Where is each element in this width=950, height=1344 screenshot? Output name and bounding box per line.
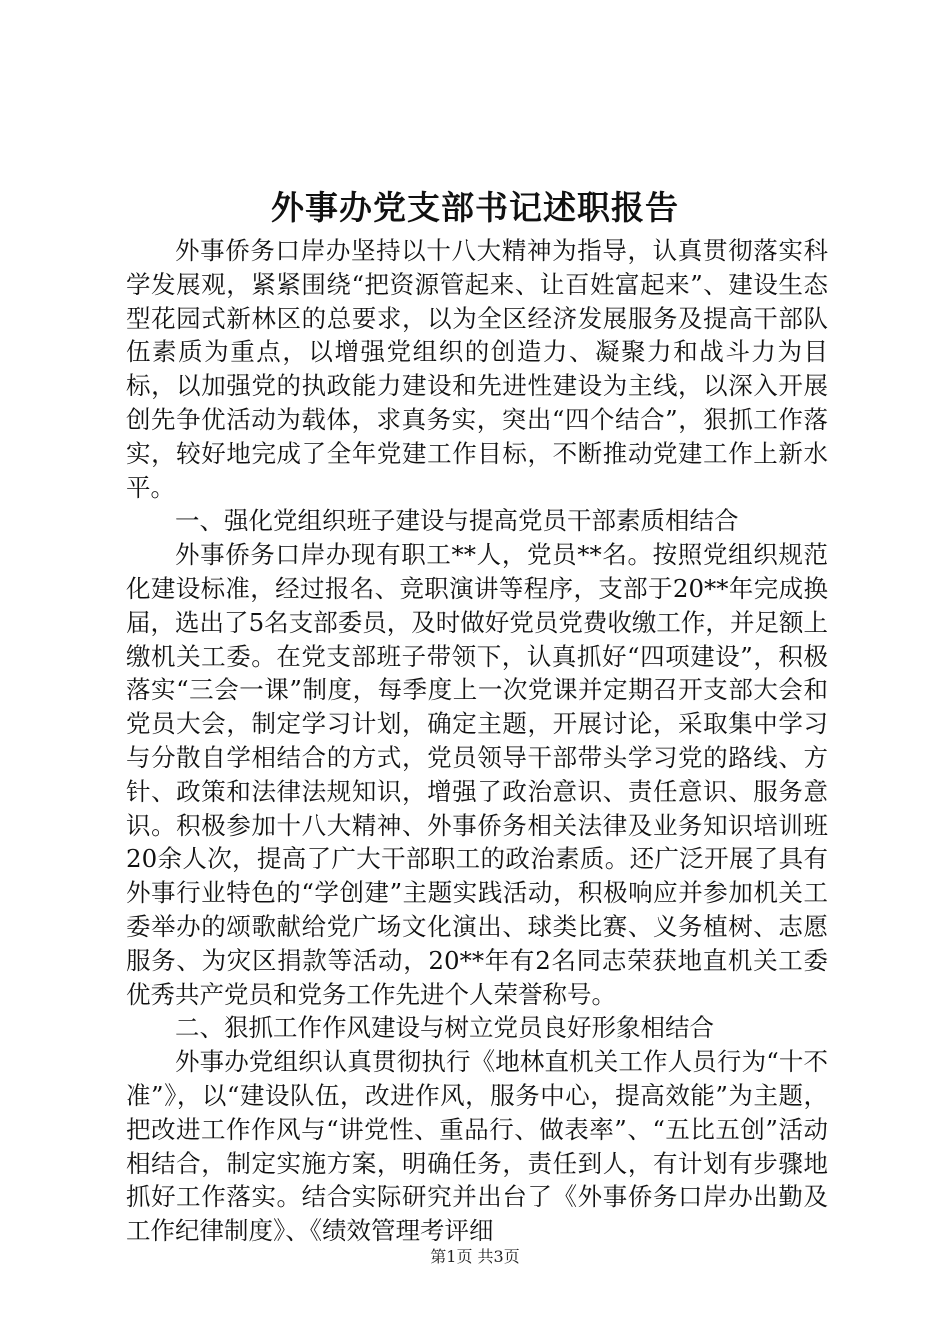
page-footer: 第1页 共3页: [430, 1247, 520, 1266]
section-heading-1: 一、强化党组织班子建设与提高党员干部素质相结合: [175, 506, 739, 536]
document-body: [126, 234, 828, 1248]
section-1-paragraph: 外事侨务口岸办现有职工**人，党员**名。按照党组织规范化建设标准，经过报名、竞职演讲等程序，支部于20**年完成换届，选出了5名支部委员，及时做好党员党费收缴工作，并足额上缴机关工委。在党支部班子带领下，认真抓好“四项建设”，积极落实“三会一课”制度，每季度上一次党课并定期召开支部大会和党员大会，制定学习计划，确定主题，开展讨论，采取集中学习与分散自学相结合的方式，党员领导干部带头学习党的路线、方针、政策和法律法规知识，增强了政治意识、责任意识、服务意识。积极参加十八大精神、外事侨务相关法律及业务知识培训班20余人次，提高了广大干部职工的政治素质。还广泛开展了具有外事行业特色的“学创建”主题实践活动，积极响应并参加机关工委举办的颂歌献给党广场文化演出、球类比赛、义务植树、志愿服务、为灾区捐款等活动，20**年有2名同志荣获地直机关工委优秀共产党员和党务工作先进个人荣誉称号。: [126, 540, 828, 1009]
section-heading-2: 二、狠抓工作作风建设与树立党员良好形象相结合: [175, 1013, 714, 1043]
intro-paragraph: 外事侨务口岸办坚持以十八大精神为指导，认真贯彻落实科学发展观，紧紧围绕“把资源管起来、让百姓富起来”、建设生态型花园式新林区的总要求，以为全区经济发展服务及提高干部队伍素质为重点，以增强党组织的创造力、凝聚力和战斗力为目标，以加强党的执政能力建设和先进性建设为主线，以深入开展创先争优活动为载体，求真务实，突出“四个结合”，狠抓工作落实，较好地完成了全年党建工作目标，不断推动党建工作上新水平。: [126, 236, 828, 502]
section-2-paragraph: 外事办党组织认真贯彻执行《地林直机关工作人员行为“十不准”》，以“建设队伍，改进作风，服务中心，提高效能”为主题，把改进工作作风与“讲党性、重品行、做表率”、“五比五创”活动相结合，制定实施方案，明确任务，责任到人，有计划有步骤地抓好工作落实。结合实际研究并出台了《外事侨务口岸办出勤及工作纪律制度》、《绩效管理考评细: [126, 1047, 828, 1246]
document-title: 外事办党支部书记述职报告: [271, 188, 679, 227]
